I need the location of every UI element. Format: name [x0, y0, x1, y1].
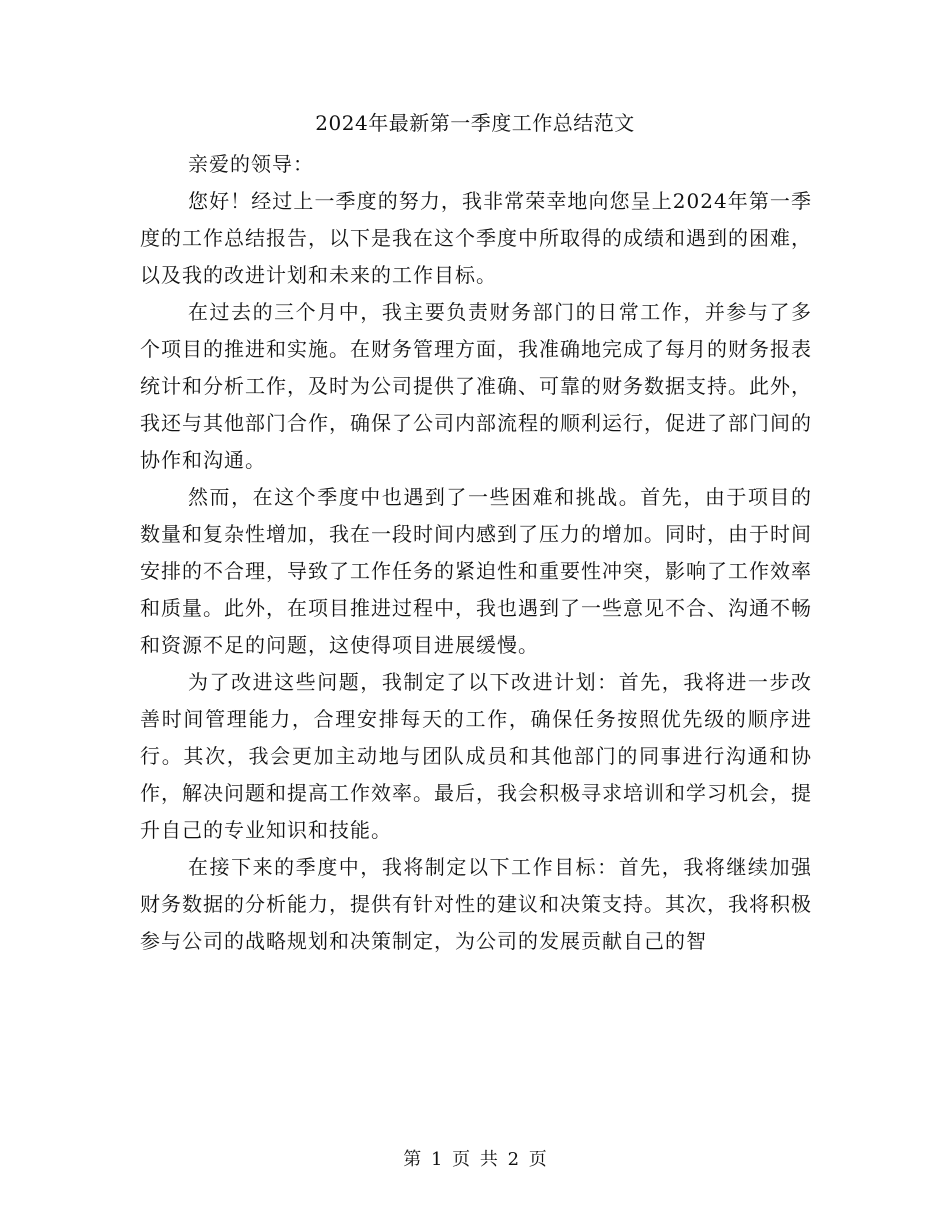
paragraph-intro: 您好！经过上一季度的努力，我非常荣幸地向您呈上2024年第一季度的工作总结报告，以下是我在这个季度中所取得的成绩和遇到的困难，以及我的改进计划和未来的工作目标。 — [140, 189, 812, 287]
greeting-line: 亲爱的领导： — [188, 152, 314, 176]
paragraph-future-goals: 在接下来的季度中，我将制定以下工作目标：首先，我将继续加强财务数据的分析能力，提供有针对性的建议和决策支持。其次，我将积极参与公司的战略规划和决策制定，为公司的发展贡献自己的智 — [140, 855, 812, 953]
page-number-footer: 第 1 页 共 2 页 — [403, 1149, 547, 1170]
paragraph-challenges: 然而，在这个季度中也遇到了一些困难和挑战。首先，由于项目的数量和复杂性增加，我在一段时间内感到了压力的增加。同时，由于时间安排的不合理，导致了工作任务的紧迫性和重要性冲突，影响了工作效率和质量。此外，在项目推进过程中，我也遇到了一些意见不合、沟通不畅和资源不足的问题，这使得项目进展缓慢。 — [140, 485, 812, 657]
document-title: 2024年最新第一季度工作总结范文 — [315, 111, 635, 135]
document-body — [140, 146, 812, 960]
paragraph-achievements: 在过去的三个月中，我主要负责财务部门的日常工作，并参与了多个项目的推进和实施。在财务管理方面，我准确地完成了每月的财务报表统计和分析工作，及时为公司提供了准确、可靠的财务数据支持。此外，我还与其他部门合作，确保了公司内部流程的顺利运行，促进了部门间的协作和沟通。 — [140, 300, 812, 472]
paragraph-improvement-plan: 为了改进这些问题，我制定了以下改进计划：首先，我将进一步改善时间管理能力，合理安排每天的工作，确保任务按照优先级的顺序进行。其次，我会更加主动地与团队成员和其他部门的同事进行沟通和协作，解决问题和提高工作效率。最后，我会积极寻求培训和学习机会，提升自己的专业知识和技能。 — [140, 670, 812, 842]
